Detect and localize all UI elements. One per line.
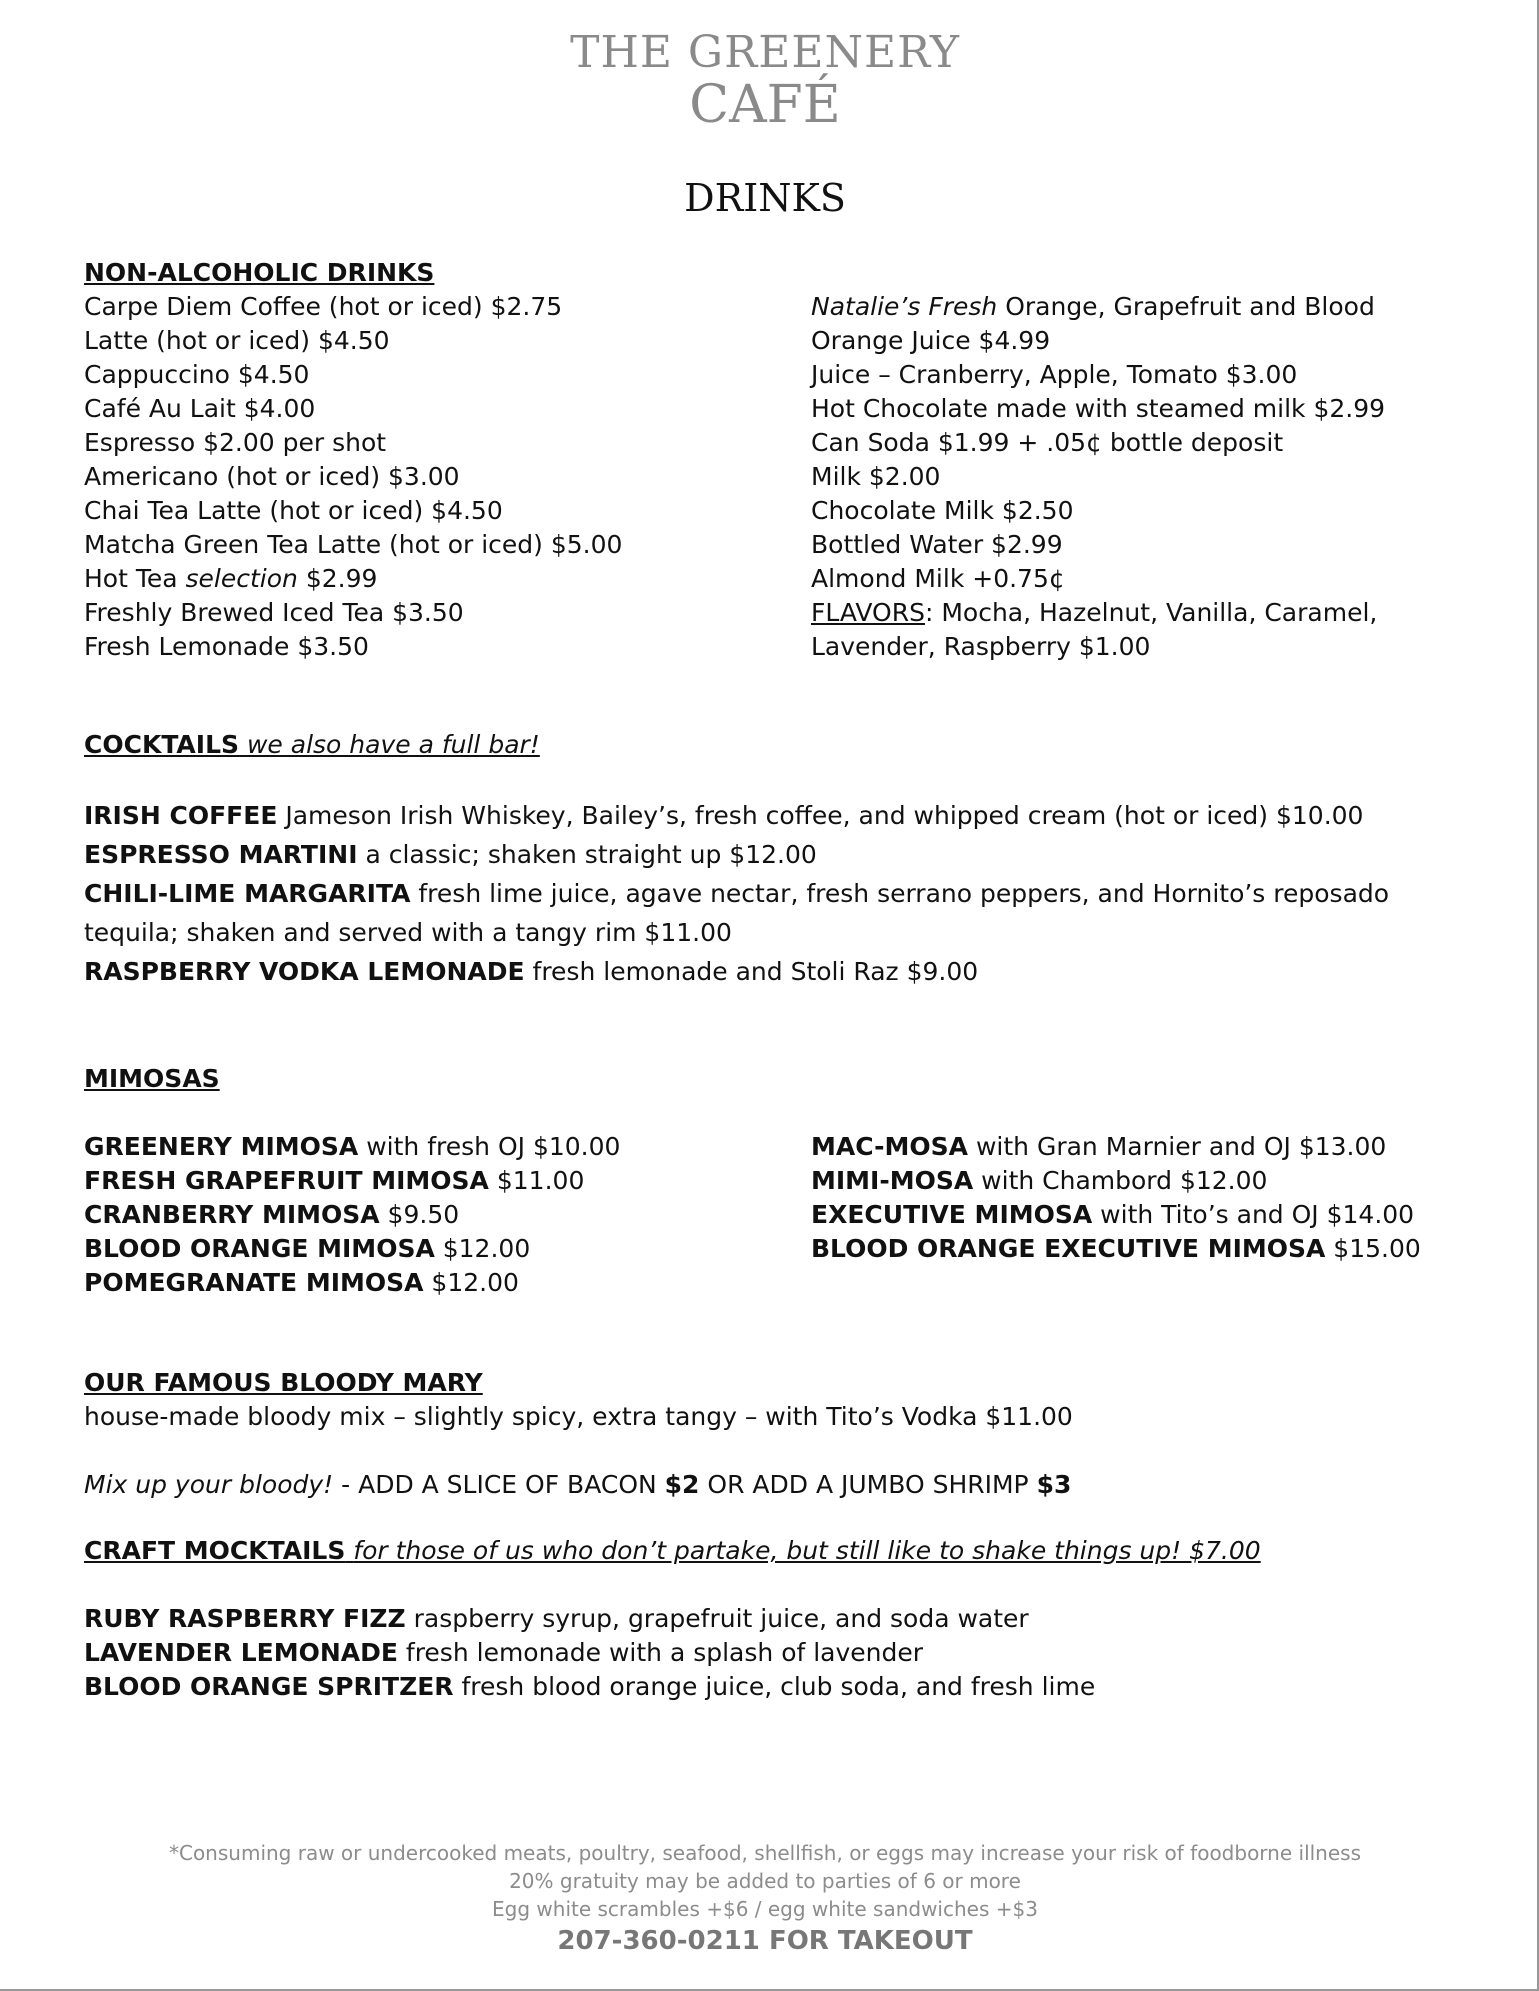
- list-item: Cappuccino $4.50: [84, 360, 310, 389]
- list-item: CHILI-LIME MARGARITA fresh lime juice, agave nectar, fresh serrano peppers, and Hornito’s reposado: [84, 879, 1390, 908]
- list-item: Bottled Water $2.99: [811, 530, 1063, 559]
- list-item: Hot Tea selection $2.99: [84, 564, 378, 593]
- list-item: Freshly Brewed Iced Tea $3.50: [84, 598, 464, 627]
- list-item: Can Soda $1.99 + .05¢ bottle deposit: [811, 428, 1284, 457]
- list-item: RASPBERRY VODKA LEMONADE fresh lemonade and Stoli Raz $9.00: [84, 957, 979, 986]
- mimosas-heading: MIMOSAS: [84, 1064, 220, 1093]
- list-item: BLOOD ORANGE EXECUTIVE MIMOSA $15.00: [811, 1234, 1421, 1263]
- mocktails-section: [84, 1534, 1484, 1704]
- list-item: Natalie’s Fresh Orange, Grapefruit and Blood: [811, 292, 1375, 321]
- list-item: RUBY RASPBERRY FIZZ raspberry syrup, grapefruit juice, and soda water: [84, 1604, 1029, 1633]
- cafe-name-line1: THE GREENERY: [570, 27, 960, 78]
- takeout-phone: 207-360-0211 FOR TAKEOUT: [557, 1926, 973, 1956]
- cocktails-section: [84, 728, 1484, 991]
- mimosas-section: [84, 1062, 1484, 1300]
- list-item: Espresso $2.00 per shot: [84, 428, 387, 457]
- non-alcoholic-section: [84, 256, 1484, 664]
- list-item: POMEGRANATE MIMOSA $12.00: [84, 1268, 519, 1297]
- list-item: ESPRESSO MARTINI a classic; shaken straight up $12.00: [84, 840, 817, 869]
- list-item: Milk $2.00: [811, 462, 941, 491]
- cafe-name-line2: CAFÉ: [689, 75, 841, 135]
- bloody-mary-section: [84, 1366, 1484, 1502]
- list-item: Lavender, Raspberry $1.00: [811, 632, 1151, 661]
- list-item: Juice – Cranberry, Apple, Tomato $3.00: [811, 360, 1298, 389]
- list-item: Orange Juice $4.99: [811, 326, 1051, 355]
- cocktails-heading: COCKTAILS we also have a full bar!: [84, 730, 540, 759]
- page-title: DRINKS: [684, 176, 846, 220]
- bloody-mary-addons: Mix up your bloody! - ADD A SLICE OF BACON $2 OR ADD A JUMBO SHRIMP $3: [84, 1470, 1072, 1499]
- list-item: IRISH COFFEE Jameson Irish Whiskey, Bailey’s, fresh coffee, and whipped cream (hot or iced) $10.00: [84, 801, 1364, 830]
- non-alcoholic-right-list: [811, 290, 1461, 664]
- list-item: Carpe Diem Coffee (hot or iced) $2.75: [84, 292, 563, 321]
- cafe-logo: [0, 27, 1530, 135]
- list-item: CRANBERRY MIMOSA $9.50: [84, 1200, 460, 1229]
- list-item: Latte (hot or iced) $4.50: [84, 326, 390, 355]
- list-item: BLOOD ORANGE SPRITZER fresh blood orange juice, club soda, and fresh lime: [84, 1672, 1096, 1701]
- list-item: FRESH GRAPEFRUIT MIMOSA $11.00: [84, 1166, 585, 1195]
- list-item: MIMI-MOSA with Chambord $12.00: [811, 1166, 1268, 1195]
- list-item: Café Au Lait $4.00: [84, 394, 316, 423]
- mocktails-heading: CRAFT MOCKTAILS for those of us who don’t partake, but still like to shake things up! $7.00: [84, 1536, 1261, 1565]
- footer-gratuity: 20% gratuity may be added to parties of 6 or more: [509, 1869, 1021, 1893]
- non-alcoholic-left-list: [84, 290, 811, 664]
- bloody-mary-heading: OUR FAMOUS BLOODY MARY: [84, 1368, 483, 1397]
- list-item: Fresh Lemonade $3.50: [84, 632, 369, 661]
- bloody-mary-description: house-made bloody mix – slightly spicy, extra tangy – with Tito’s Vodka $11.00: [84, 1402, 1073, 1431]
- list-item: Hot Chocolate made with steamed milk $2.99: [811, 394, 1386, 423]
- list-item: Chocolate Milk $2.50: [811, 496, 1074, 525]
- list-item: Matcha Green Tea Latte (hot or iced) $5.00: [84, 530, 623, 559]
- list-item: LAVENDER LEMONADE fresh lemonade with a splash of lavender: [84, 1638, 924, 1667]
- footer-egg-whites: Egg white scrambles +$6 / egg white sandwiches +$3: [492, 1897, 1038, 1921]
- list-item: EXECUTIVE MIMOSA with Tito’s and OJ $14.00: [811, 1200, 1415, 1229]
- list-item: FLAVORS: Mocha, Hazelnut, Vanilla, Caramel,: [811, 598, 1378, 627]
- list-item: BLOOD ORANGE MIMOSA $12.00: [84, 1234, 531, 1263]
- mimosas-left-list: [84, 1130, 811, 1300]
- mimosas-right-list: [811, 1130, 1461, 1300]
- list-item: Americano (hot or iced) $3.00: [84, 462, 460, 491]
- non-alcoholic-heading: NON-ALCOHOLIC DRINKS: [84, 258, 435, 287]
- list-item: tequila; shaken and served with a tangy rim $11.00: [84, 918, 732, 947]
- list-item: Almond Milk +0.75¢: [811, 564, 1065, 593]
- footer-disclaimer: *Consuming raw or undercooked meats, poultry, seafood, shellfish, or eggs may increase your risk of foodborne illness: [168, 1841, 1362, 1865]
- footer: [0, 1839, 1530, 1959]
- list-item: MAC-MOSA with Gran Marnier and OJ $13.00: [811, 1132, 1387, 1161]
- list-item: GREENERY MIMOSA with fresh OJ $10.00: [84, 1132, 621, 1161]
- list-item: Chai Tea Latte (hot or iced) $4.50: [84, 496, 503, 525]
